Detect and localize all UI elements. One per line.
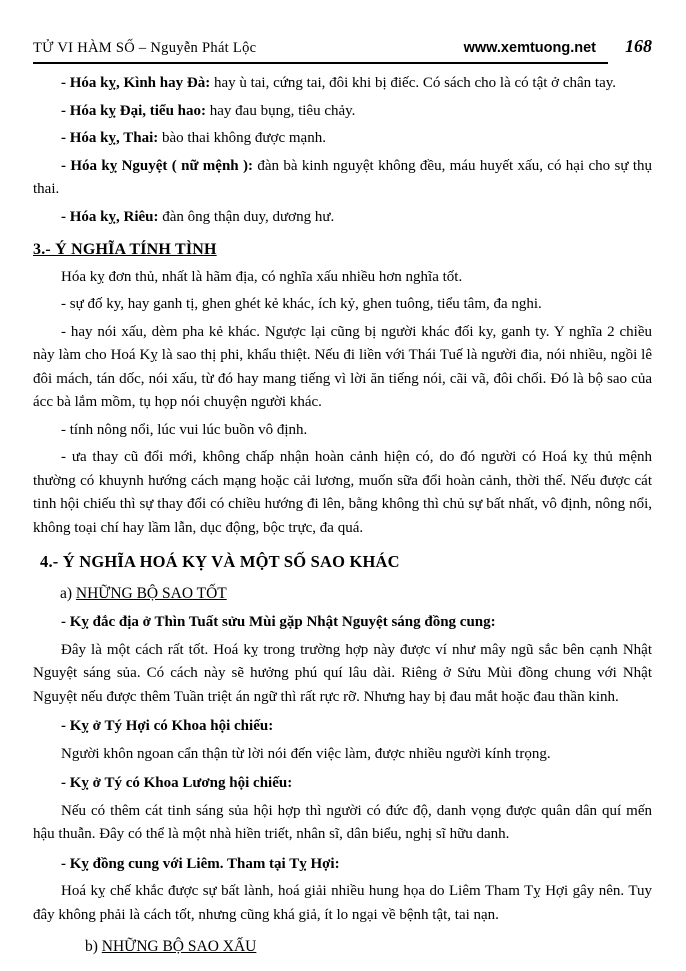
bullet-paragraph bbox=[33, 155, 652, 202]
paragraph: - hay nói xấu, dèm pha kẻ khác. Ngược lại cũng bị người khác đối ky, ganh ty. Y nghĩa 2 chiều này làm cho Hoá Kỵ là sao thị phi, khẩu thiệt. Nếu đi liền với Thái Tuế là người đia, nói nhiều, ngồi lê đôi mách, tán dốc, nói xấu, từ đó hay mang tiếng vì lời ăn tiếng nói, cãi vã, đôi chối. Đó là bộ sao của ácc bà lắm mồm, tụ họp nói chuyện người khác. bbox=[33, 323, 652, 410]
bullet-paragraph bbox=[33, 72, 652, 96]
subheading-prefix: b) bbox=[85, 938, 102, 955]
sub-paragraph bbox=[33, 935, 652, 959]
paragraph-text: hay ù tai, cứng tai, đôi khi bị điếc. Có sách cho là có tật ở chân tay. bbox=[210, 75, 617, 91]
bold-bullet-paragraph: - Kỵ đắc địa ở Thìn Tuất sửu Mùi gặp Nhật Nguyệt sáng đồng cung: bbox=[61, 614, 496, 630]
h-underline-paragraph: 3.- Ý NGHĨA TÍNH TÌNH bbox=[33, 241, 217, 258]
paragraph: Hóa kỵ đơn thủ, nhất là hãm địa, có nghĩa xấu nhiều hơn nghĩa tốt. bbox=[61, 268, 463, 285]
paragraph-text: NHỮNG BỘ SAO TỐT bbox=[75, 584, 227, 602]
bullet-paragraph bbox=[33, 100, 652, 124]
paragraph: - sự đố ky, hay ganh tị, ghen ghét kẻ khác, ích kỷ, ghen tuông, tiểu tâm, đa nghi. bbox=[61, 296, 542, 312]
bullet-lead: - Hóa kỵ Đại, tiểu hao: bbox=[61, 102, 207, 119]
website-url: www.xemtuong.net bbox=[463, 40, 596, 56]
bullet-lead: - Hóa kỵ, Thai: bbox=[61, 130, 159, 146]
sub-paragraph bbox=[33, 582, 652, 606]
paragraph-text: đàn ông thận duy, dương hư. bbox=[158, 208, 335, 225]
paragraph: Nếu có thêm cát tinh sáng sủa hội hợp thì người có đức độ, danh vọng được quân dân quí mến hậu thuẫn. Đây có thể là một nhà hiền triết, nhân sĩ, dân biểu, nghị sĩ hữu danh. bbox=[33, 802, 652, 842]
paragraph-text: NHỮNG BỘ SAO XẤU bbox=[101, 938, 257, 955]
page-number: 168 bbox=[625, 36, 652, 56]
document-body bbox=[33, 72, 652, 959]
paragraph: - tính nông nổi, lúc vui lúc buồn vô định. bbox=[61, 421, 308, 438]
book-title: TỬ VI HÀM SỐ – Nguyễn Phát Lộc bbox=[33, 40, 257, 56]
bullet-lead: - Hóa kỵ Nguyệt ( nữ mệnh ): bbox=[61, 157, 253, 174]
paragraph: Hoá kỵ chế khắc được sự bất lành, hoá giải nhiều hung họa do Liêm Tham Tỵ Hợi gây nên. Tuy đây không phải là cách tốt, nhưng cũng khá giả, ít lo ngại về bệnh tật, tai nạn. bbox=[33, 883, 652, 923]
bullet-lead: - Hóa kỵ, Riêu: bbox=[61, 208, 159, 225]
header-divider bbox=[33, 62, 608, 64]
bullet-lead: - Hóa kỵ, Kình hay Đà: bbox=[61, 75, 211, 91]
paragraph-text: hay đau bụng, tiêu chảy. bbox=[206, 102, 356, 119]
bullet-paragraph bbox=[33, 206, 652, 230]
page-header bbox=[33, 36, 652, 57]
paragraph: - ưa thay cũ đổi mới, không chấp nhận hoàn cảnh hiện có, do đó người có Hoá kỵ thủ mệnh thường có khuynh hướng cách mạng hoặc cải lương, muốn sữa đổi hoàn cảnh, thời thế. Nếu được cát tinh hội chiếu thì sự thay đổi có chiều hướng đi lên, bằng không thì chủ sự bất nhất, vô định, nông nổi, không toại chí hay lầm lẫn, dục động, bộc trực, đa quá. bbox=[33, 449, 652, 536]
bold-bullet-paragraph: - Kỵ đồng cung với Liêm. Tham tại Tỵ Hợi: bbox=[61, 855, 340, 872]
bold-bullet-paragraph: - Kỵ ở Tý Hợi có Khoa hội chiếu: bbox=[61, 718, 274, 734]
h-bold-paragraph: 4.- Ý NGHĨA HOÁ KỴ VÀ MỘT SỐ SAO KHÁC bbox=[40, 552, 400, 571]
paragraph-text: đàn bà kinh nguyệt không đều, máu huyết xấu, có hại cho sự thụ thai. bbox=[33, 157, 652, 197]
paragraph-text: bào thai không được mạnh. bbox=[158, 130, 326, 146]
subheading-prefix: a) bbox=[60, 584, 76, 602]
paragraph: Người khôn ngoan cẩn thận từ lời nói đến việc làm, được nhiều người kính trọng. bbox=[61, 745, 551, 762]
bullet-paragraph bbox=[33, 127, 652, 151]
paragraph: Đây là một cách rất tốt. Hoá kỵ trong trường hợp này được ví như mây ngũ sắc bên cạnh Nhật Nguyệt sáng sủa. Có cách này sẽ hưởng phú quí lâu dài. Riêng ở Sửu Mùi đồng chung với Nhật Nguyệt nếu được thêm Tuần triệt án ngữ thì rất rực rỡ. Nhưng hay bị đau mắt hoặc đau thần kinh. bbox=[33, 641, 652, 705]
bold-bullet-paragraph: - Kỵ ở Tý có Khoa Lương hội chiếu: bbox=[61, 775, 293, 791]
